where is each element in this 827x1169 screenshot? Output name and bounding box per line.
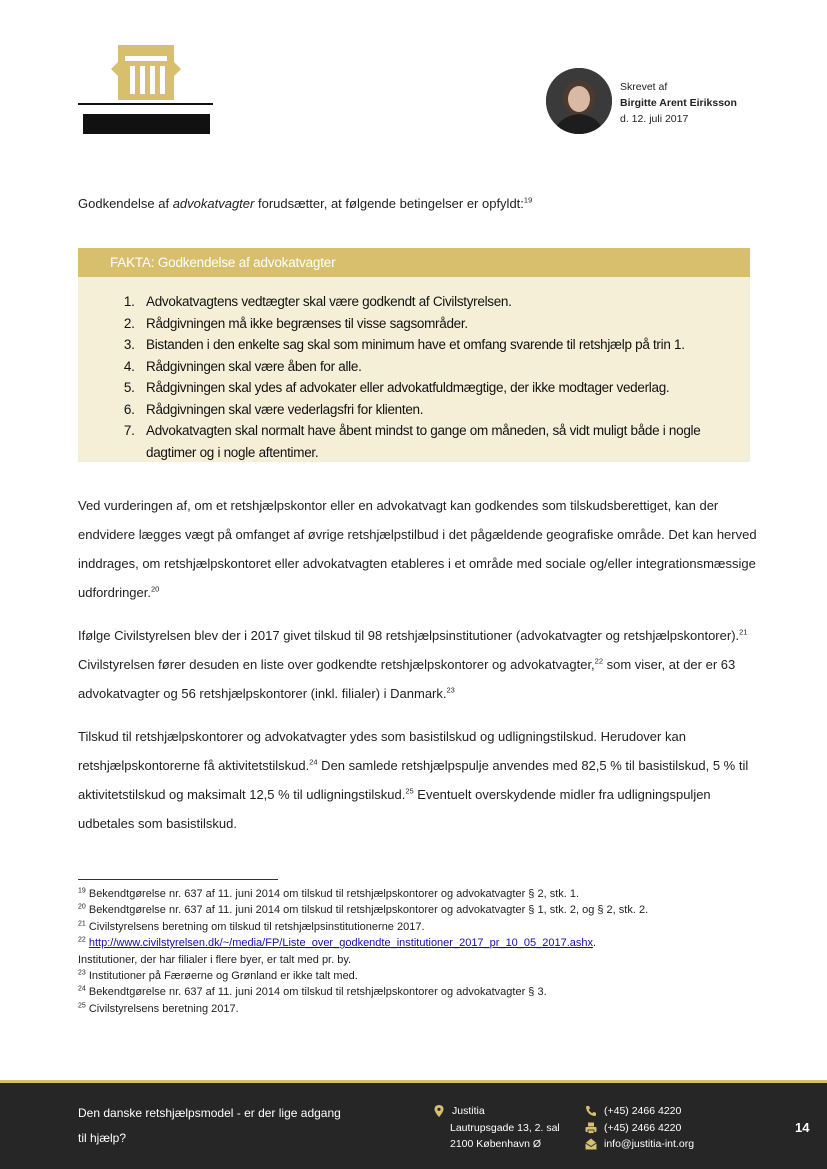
phone-icon bbox=[585, 1105, 597, 1117]
author-date: d. 12. juli 2017 bbox=[620, 113, 689, 125]
author-info bbox=[620, 79, 737, 127]
footnote-divider bbox=[78, 879, 278, 880]
footnote-ref: 25 bbox=[405, 786, 414, 796]
paragraph-1: Ved vurderingen af, om et retshjælpskontor eller en advokatvagt kan godkendes som tilskudsberettiget, kan der endvidere lægges vægt på omfanget af øvrige retshjælpstilbud i det pågældende geografiske område. Det kan herved inddrages, om retshjælpskontoret eller advokatvagten etableres i et område med sociale og/eller integrationsmæssige udfordringer.$^{20}$ bbox=[78, 498, 757, 600]
footer-address bbox=[433, 1103, 560, 1153]
fakta-title: FAKTA: Godkendelse af advokatvagter bbox=[78, 248, 750, 277]
footnote-ref: 20 bbox=[151, 584, 160, 594]
footnote-ref: 21 bbox=[739, 627, 748, 637]
justitia-logo bbox=[78, 42, 213, 137]
list-item: 3. Bistanden i den enkelte sag skal som minimum have et omfang svarende til retshjælp på trin 1. bbox=[138, 334, 730, 356]
footnote-ref: 23 bbox=[446, 685, 455, 695]
author-name: Birgitte Arent Eiriksson bbox=[620, 97, 737, 109]
fax-icon bbox=[585, 1122, 597, 1134]
intro-sentence: Godkendelse af advokatvagter forudsætter, at følgende betingelser er opfyldt:$^{19}$ bbox=[78, 195, 533, 211]
address-line-1: Lautrupsgade 13, 2. sal bbox=[450, 1121, 560, 1134]
email-icon bbox=[585, 1138, 597, 1150]
footnote: $^{23}$ Institutioner på Færøerne og Grønland er ikke talt med. bbox=[78, 969, 358, 983]
footnote: $^{20}$ Bekendtgørelse nr. 637 af 11. juni 2014 om tilskud til retshjælpskontorer og advokatvagter § 1, stk. 2, og § 2, stk. 2. bbox=[78, 903, 649, 917]
fakta-list bbox=[78, 277, 750, 463]
footnote: $^{21}$ Civilstyrelsens beretning om tilskud til retshjælpsinstitutionerne 2017. bbox=[78, 920, 425, 933]
footnote: $^{22}$ http://www.civilstyrelsen.dk/~/media/FP/Liste_over_godkendte_institutioner_2017_pr_10_05_2017.ashx. bbox=[78, 936, 597, 950]
page-footer bbox=[0, 1083, 827, 1169]
list-item: 6. Rådgivningen skal være vederlagsfri for klienten. bbox=[138, 399, 730, 421]
written-by-label: Skrevet af bbox=[620, 81, 668, 93]
author-avatar bbox=[546, 68, 612, 134]
footnotes bbox=[78, 886, 768, 1017]
paragraph-2: Ifølge Civilstyrelsen blev der i 2017 givet tilskud til 98 retshjælpsinstitutioner (advokatvagter og retshjælpskontorer).$^{21}$ Civilstyrelsen fører desuden en liste over godkendte retshjælpskontorer og advokatvagter,$^{22}$ som viser, at der er 63 advokatvagter og 56 retshjælpskontorer (inkl. filialer) i Danmark.$^{23}$ bbox=[78, 627, 748, 701]
intro-italic: advokatvagter bbox=[172, 196, 255, 211]
list-item: 7. Advokatvagten skal normalt have åbent mindst to gange om måneden, så vidt muligt både i nogle dagtimer og i nogle aftentimer. bbox=[138, 420, 730, 463]
phone-number[interactable]: (+45) 2466 4220 bbox=[604, 1105, 682, 1117]
footnote-ref: 22 bbox=[594, 656, 604, 666]
list-item: 5. Rådgivningen skal ydes af advokater eller advokatfuldmægtige, der ikke modtager vederlag. bbox=[138, 377, 730, 399]
page-number: 14 bbox=[795, 1120, 810, 1135]
footnote: $^{25}$ Civilstyrelsens beretning 2017. bbox=[78, 1002, 239, 1015]
paragraph-3: Tilskud til retshjælpskontorer og advokatvagter ydes som basistilskud og udligningstilskud. Herudover kan retshjælpskontorerne få aktivitetstilskud.$^{24}$ Den samlede retshjælpspulje anvendes med 82,5 % til basistilskud, 5 % til aktivitetstilskud og maksimalt 12,5 % til udligningstilskud.$^{25}$ Eventuelt overskydende midler fra udligningspuljen udbetales som basistilskud. bbox=[78, 729, 749, 831]
list-item: 2. Rådgivningen må ikke begrænses til visse sagsområder. bbox=[138, 313, 730, 335]
fax-number[interactable]: (+45) 2466 4220 bbox=[604, 1121, 682, 1134]
list-item: 4. Rådgivningen skal være åben for alle. bbox=[138, 356, 730, 378]
fakta-box bbox=[78, 248, 750, 462]
footer-contact bbox=[585, 1103, 694, 1153]
address-line-2: 2100 København Ø bbox=[450, 1138, 542, 1150]
location-pin-icon bbox=[433, 1105, 445, 1117]
footer-title: Den danske retshjælpsmodel - er der lige adgang til hjælp? bbox=[78, 1106, 341, 1145]
footnote: $^{24}$ Bekendtgørelse nr. 637 af 11. juni 2014 om tilskud til retshjælpskontorer og advokatvagter § 3. bbox=[78, 985, 547, 999]
footnote-ref: 24 bbox=[309, 757, 318, 767]
footnote-ref: 19 bbox=[523, 195, 533, 205]
email-address[interactable]: info@justitia-int.org bbox=[604, 1138, 695, 1150]
org-name: Justitia bbox=[452, 1105, 485, 1117]
footnote-link[interactable]: http://www.civilstyrelsen.dk/~/media/FP/Liste_over_godkendte_institutioner_2017_pr_10_05_2017.ashx bbox=[88, 937, 594, 950]
footnote: $^{19}$ Bekendtgørelse nr. 637 af 11. juni 2014 om tilskud til retshjælpskontorer og advokatvagter § 2, stk. 1. bbox=[78, 887, 580, 900]
footnote-continuation: Institutioner, der har filialer i flere byer, er talt med pr. by. bbox=[78, 953, 352, 966]
list-item: 1. Advokatvagtens vedtægter skal være godkendt af Civilstyrelsen. bbox=[138, 291, 730, 313]
